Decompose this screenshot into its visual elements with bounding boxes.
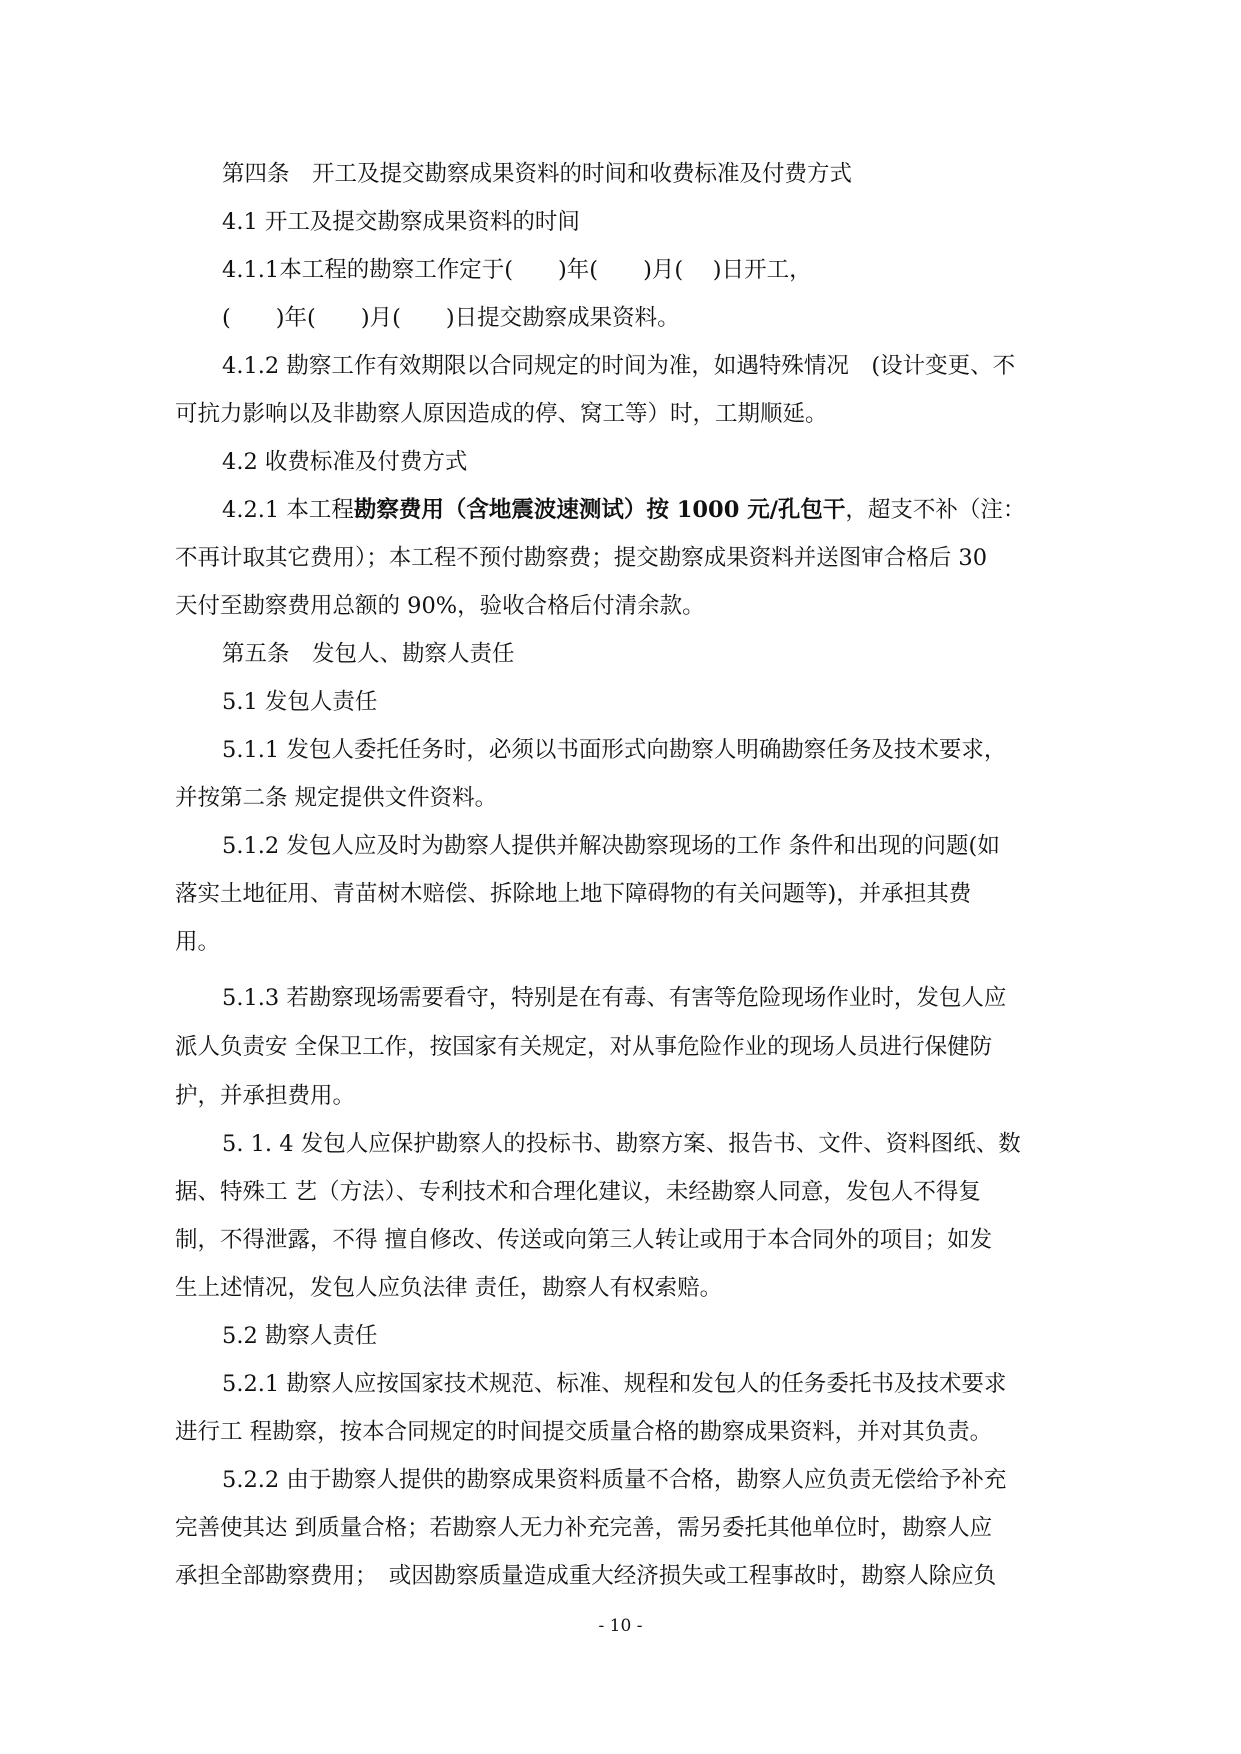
clause-4-2-1-line-3: 天付至勘察费用总额的 90%，验收合格后付清余款。	[175, 593, 705, 619]
clause-4-2-1-prefix: 4.2.1 本工程	[222, 497, 354, 523]
clause-5-1-3-line-3: 护，并承担费用。	[175, 1083, 356, 1109]
section-5-1-heading: 5.1 发包人责任	[222, 689, 378, 715]
clause-5-2-1-line-2: 进行工 程勘察，按本合同规定的时间提交质量合格的勘察成果资料，并对其负责。	[175, 1419, 993, 1445]
clause-5-1-4-line-4: 生上述情况，发包人应负法律 责任，勘察人有权索赔。	[175, 1275, 723, 1301]
article-5-heading: 第五条 发包人、勘察人责任	[222, 641, 515, 667]
clause-5-1-4-line-3: 制，不得泄露，不得 擅自修改、传送或向第三人转让或用于本合同外的项目；如发	[175, 1227, 993, 1253]
clause-5-1-1-line-1: 5.1.1 发包人委托任务时，必须以书面形式向勘察人明确勘察任务及技术要求，	[222, 737, 1007, 763]
clause-5-1-2-line-3: 用。	[175, 929, 221, 955]
clause-4-2-1-line-2: 不再计取其它费用）；本工程不预付勘察费；提交勘察成果资料并送图审合格后 30	[175, 545, 988, 571]
clause-4-1-2-line-2: 可抗力影响以及非勘察人原因造成的停、窝工等）时，工期顺延。	[175, 401, 828, 427]
section-5-2-heading: 5.2 勘察人责任	[222, 1323, 378, 1349]
clause-4-1-1-line-2: ( )年( )月( )日提交勘察成果资料。	[222, 305, 680, 331]
clause-5-1-4-line-1: 5. 1. 4 发包人应保护勘察人的投标书、勘察方案、报告书、文件、资料图纸、数	[222, 1131, 1021, 1157]
page-number: - 10 -	[598, 1616, 643, 1636]
clause-4-2-1-suffix: ，超支不补（注：	[845, 497, 1026, 523]
clause-5-2-2-line-2: 完善使其达 到质量合格；若勘察人无力补充完善，需另委托其他单位时，勘察人应	[175, 1515, 993, 1541]
clause-5-2-2-line-3: 承担全部勘察费用； 或因勘察质量造成重大经济损失或工程事故时，勘察人除应负	[175, 1563, 997, 1589]
clause-5-1-4-line-2: 据、特殊工 艺（方法）、专利技术和合理化建议，未经勘察人同意，发包人不得复	[175, 1179, 981, 1205]
clause-4-2-1-line-1	[222, 499, 1025, 522]
clause-5-1-3-line-2: 派人负责安 全保卫工作，按国家有关规定，对从事危险作业的现场人员进行保健防	[175, 1034, 993, 1060]
clause-5-1-1-line-2: 并按第二条 规定提供文件资料。	[175, 785, 498, 811]
section-4-2-heading: 4.2 收费标准及付费方式	[222, 449, 468, 475]
clause-4-1-2-line-1: 4.1.2 勘察工作有效期限以合同规定的时间为准，如遇特殊情况 (设计变更、不	[222, 353, 1016, 379]
clause-5-2-1-line-1: 5.2.1 勘察人应按国家技术规范、标准、规程和发包人的任务委托书及技术要求	[222, 1371, 1007, 1397]
fee-highlight: 勘察费用（含地震波速测试）按 1000 元/孔包干	[353, 497, 846, 523]
clause-4-1-1-line-1: 4.1.1本工程的勘察工作定于( )年( )月( )日开工，	[222, 257, 812, 283]
article-4-heading: 第四条 开工及提交勘察成果资料的时间和收费标准及付费方式	[222, 161, 853, 187]
clause-5-2-2-line-1: 5.2.2 由于勘察人提供的勘察成果资料质量不合格，勘察人应负责无偿给予补充	[222, 1467, 1007, 1493]
clause-5-1-3-line-1: 5.1.3 若勘察现场需要看守，特别是在有毒、有害等危险现场作业时，发包人应	[222, 985, 1007, 1011]
section-4-1-heading: 4.1 开工及提交勘察成果资料的时间	[222, 209, 580, 235]
clause-5-1-2-line-1: 5.1.2 发包人应及时为勘察人提供并解决勘察现场的工作 条件和出现的问题(如	[222, 833, 1000, 859]
clause-5-1-2-line-2: 落实土地征用、青苗树木赔偿、拆除地上地下障碍物的有关问题等)，并承担其费	[175, 881, 972, 907]
